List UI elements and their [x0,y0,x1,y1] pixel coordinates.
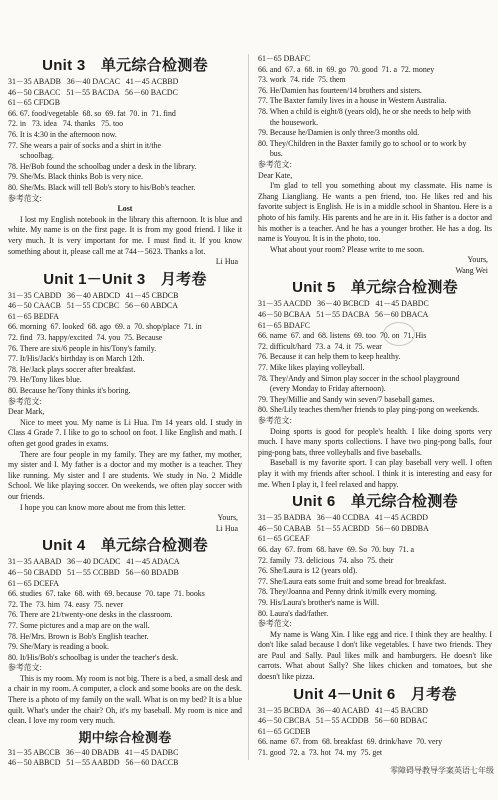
left-column [8,54,242,769]
reference-label: 参考范文: [258,619,292,629]
page-footer: 零障碍导教导学案英语七年级 [390,766,494,775]
answer-line: 46－50 ABBCD 51－55 AABDD 56－60 DACCB [8,758,179,768]
answer-line: 46－50 CBACC 51－55 BACDA 56－60 BACDC [8,87,178,97]
answer-line: 76. She/Laura is 12 (years old). [258,566,358,576]
answer-line: 46－50 BCBAA 51－55 DACBA 56－60 DBACA [258,310,429,320]
section-title: Unit 4 单元综合检测卷 [42,537,208,555]
answer-line: 77. Some pictures and a map are on the wall. [8,620,150,630]
answer-line: 76. There are 21/twenty-one desks in the classroom. [8,610,173,620]
essay-paragraph: I'm glad to tell you something about my classmate. His name is Zhang Liangliang. He wants a pen friend, too. He likes red and his favorite subject is English. He is in a middle school in Shantou. Here is a photo of his family. His parents and he are in it. His father is a doctor and his mother is a teacher. And he has a younger brother. He has a dog. Its name is Youyou. It is in the photo, too. [258,181,492,244]
essay-paragraph: There are four people in my family. They are my father, my mother, my sister and I. My father is a doctor and my mother is a teacher. They like running. My sister and I are students. We study in No. 2 Middle School. We like playing soccer. On weekends, we often play soccer with our friends. [8,449,242,501]
answer-line: 61－65 CFDGB [8,98,60,108]
answer-line: 80. She/Ms. Black will tell Bob's story to his/Bob's teacher. [8,182,196,192]
answer-line: 31－35 BADBA 36－40 CCDBA 41－45 ACBDD [258,513,428,523]
answer-line: 61－65 GCEAF [258,534,310,544]
reference-label: Dear Kate, [258,170,293,180]
answer-line: 46－50 CBCBA 51－55 ACDDB 56－60 BDBAC [258,716,428,726]
essay-paragraph: My name is Wang Xin. I like egg and rice. I think they are healthy. I don't like salad because I don't like vegetables. I have two friends. They are Paul and Sally. Paul likes milk and hamburgers. He doesn't like carrots. What about Sally? She likes chicken and tomatoes, but she doesn't like pizza. [258,629,492,682]
reference-label: Dear Mark, [8,407,45,417]
reference-label: 参考范文: [8,396,42,406]
answer-line: 80. They/Children in the Baxter family go to school or to work by [258,138,467,148]
answer-line: 31－35 BCBDA 36－40 ACABD 41－45 BACBD [258,705,428,715]
answer-line: 31－35 AABAD 36－40 DCADC 41－45 ADACA [8,557,180,567]
signature-line: Wang Wei [455,265,488,275]
answer-line: 76. He/Damien has fourteen/14 brothers and sisters. [258,85,422,95]
answer-line: 71. good 72. a 73. hot 74. my 75. get [258,748,383,758]
column-divider [248,54,249,760]
essay-paragraph: Baseball is my favorite sport. I can play baseball very well. I often play it with my friends after school. I think it is interesting and easy for me. When I play it, I feel relaxed and happy. [258,458,492,489]
answer-line: 80. She/Lily teaches them/her friends to play ping-pong on weekends. [258,405,480,415]
answer-line: 79. She/Ms. Black thinks Bob is very nice. [8,172,144,182]
answer-line: 77. It/His/Jack's birthday is on March 12th. [8,354,145,364]
answer-line: the housework. [258,117,319,127]
answer-line: 46－50 CABAB 51－55 ACBDD 56－60 DBDBA [258,523,429,533]
answer-line: 66. day 67. from 68. have 69. So 70. buy 71. a [258,544,415,554]
answer-line: 66. name 67. and 68. listens 69. too 70. on 71. His [258,331,427,341]
answer-line: 78. He/Jack plays soccer after breakfast. [8,364,136,374]
essay-title: Lost [117,204,133,214]
essay-paragraph: I hope you can know more about me from this letter. [20,502,186,512]
answer-line: 72. family 73. delicious 74. also 75. their [258,555,394,565]
answer-line: 78. When a child is eight/8 (years old), he or she needs to help with [258,106,471,116]
signature-line: Yours, [467,255,488,265]
section-title: Unit 5 单元综合检测卷 [292,279,458,297]
answer-line: 80. Because he/Tony thinks it's boring. [8,386,131,396]
answer-line: 31－35 ABCCB 36－40 DBADB 41－45 DADBC [8,747,179,757]
section-title: 期中综合检测卷 [78,729,172,745]
answer-line: 76. There are six/6 people in his/Tony's family. [8,343,157,353]
answer-line: 76. It is 4:30 in the afternoon now. [8,129,117,139]
essay-paragraph: I lost my English notebook in the library this afternoon. It is blue and white. My name is on the first page. It is from my good friend. I like it very much. It is very important for me. I must find it. If you know something about it, please call me at 744－5623. Thanks a lot. [8,214,242,256]
answer-line: 78. They/Joanna and Penny drink it/milk every morning. [258,587,437,597]
answer-line: 80. It/His/Bob's schoolbag is under the teacher's desk. [8,652,179,662]
section-title: Unit 6 单元综合检测卷 [292,493,458,511]
answer-line: 78. He/Mrs. Brown is Bob's English teacher. [8,631,149,641]
section-title: Unit 1－Unit 3 月考卷 [43,270,207,288]
answer-line: 31－35 AACDD 36－40 BCBCD 41－45 DABDC [258,299,429,309]
signature-line: Yours, [217,513,238,523]
answer-line: schoolbag. [8,151,54,161]
reference-label: 参考范文: [8,193,42,203]
essay-paragraph: Nice to meet you. My name is Li Hua. I'm 14 years old. I study in Class 4 Grade 7. I like to go to school on foot. I like English and math. I often get good grades in exams. [8,417,242,448]
answer-line: 79. They/Millie and Sandy win seven/7 baseball games. [258,394,435,404]
answer-line: 78. They/Andy and Simon play soccer in the school playground [258,373,460,383]
answer-line: 66. studies 67. take 68. with 69. because 70. tape 71. books [8,589,205,599]
answer-line: 61－65 DCEFA [8,578,59,588]
answer-line: 31－35 ABADB 36－40 DACAC 41－45 ACBBD [8,77,179,86]
answer-line: 66. morning 67. looked 68. ago 69. a 70. shop/place 71. in [8,322,202,332]
answer-line: 72. find 73. happy/excited 74. you 75. Because [8,333,163,343]
answer-line: 66. and 67. a 68. in 69. go 70. good 71. a 72. money [258,64,435,74]
answer-line: 79. She/Mary is reading a book. [8,642,110,652]
answer-line: 77. The Baxter family lives in a house in Western Australia. [258,96,447,106]
answer-line: 66. 67. food/vegetable 68. so 69. fat 70. in 71. find [8,108,176,118]
answer-line: 72. difficult/hard 73. a 74. it 75. wear [258,341,382,351]
answer-line: 66. name 67. from 68. breakfast 69. drink/have 70. very [258,737,443,747]
reference-label: 参考范文: [8,663,42,673]
answer-line: 72. in 73. idea 74. thanks 75. too [8,119,124,129]
answer-line: 77. Mike likes playing volleyball. [258,363,365,373]
answer-line: 77. She wears a pair of socks and a shirt in it/the [8,140,161,150]
answer-line: 46－50 CAACB 51－55 CDCBC 56－60 ABDCA [8,301,178,311]
answer-line: 79. Because he/Damien is only three/3 months old. [258,128,420,138]
essay-paragraph: Doing sports is good for people's health. I like doing sports very much. I have many sports collections. I have two ping-pong balls, four ping-pong bats, three volleyballs and five baseballs. [258,426,492,457]
reference-label: 参考范文: [258,416,292,425]
answer-line: 80. Laura's dad/father. [258,608,329,618]
essay-paragraph: This is my room. My room is not big. There is a bed, a small desk and a chair in my room. A computer, a clock and some books are on the desk. There is a photo of my family on the wall. What is on my bed? It is a blue quilt. What's under the chair? Oh, it's my baseball. My room is nice and clean. I love my room very much. [8,673,242,726]
answer-line: 46－50 CBADD 51－55 CCBBD 56－60 BDADB [8,567,179,577]
answer-line: bus. [258,149,283,159]
answer-line: 61－65 GCDEB [258,726,311,736]
answer-line: 78. He/Bob found the schoolbag under a desk in the library. [8,161,197,171]
reference-label: 参考范文: [258,159,292,169]
answer-line: 76. Because it can help them to keep healthy. [258,352,401,362]
answer-line: 73. work 74. ride 75. them [258,75,346,85]
signature-line: Li Hua [215,257,238,267]
answer-line: 79. He/Tony likes blue. [8,375,82,385]
right-column [258,54,492,759]
signature-line: Li Hua [215,523,238,533]
answer-line: 72. The 73. him 74. easy 75. never [8,599,124,609]
stamp-mark [383,322,415,346]
section-title: Unit 3 单元综合检测卷 [42,57,208,74]
section-title: Unit 4－Unit 6 月考卷 [293,685,457,703]
answer-line: 77. She/Laura eats some fruit and some bread for breakfast. [258,576,447,586]
answer-line: 61－65 BDAFC [258,320,310,330]
answer-line: 31－35 CABDD 36－40 ABDCD 41－45 CBDCB [8,290,179,300]
answer-line: (every Monday to Friday afternoon). [258,384,386,394]
answer-line: 79. His/Laura's brother's name is Will. [258,597,379,607]
answer-line: 61－65 DBAFC [258,54,310,63]
essay-paragraph: What about your room? Please write to me soon. [270,244,425,254]
answer-line: 61－65 BEDFA [8,311,59,321]
